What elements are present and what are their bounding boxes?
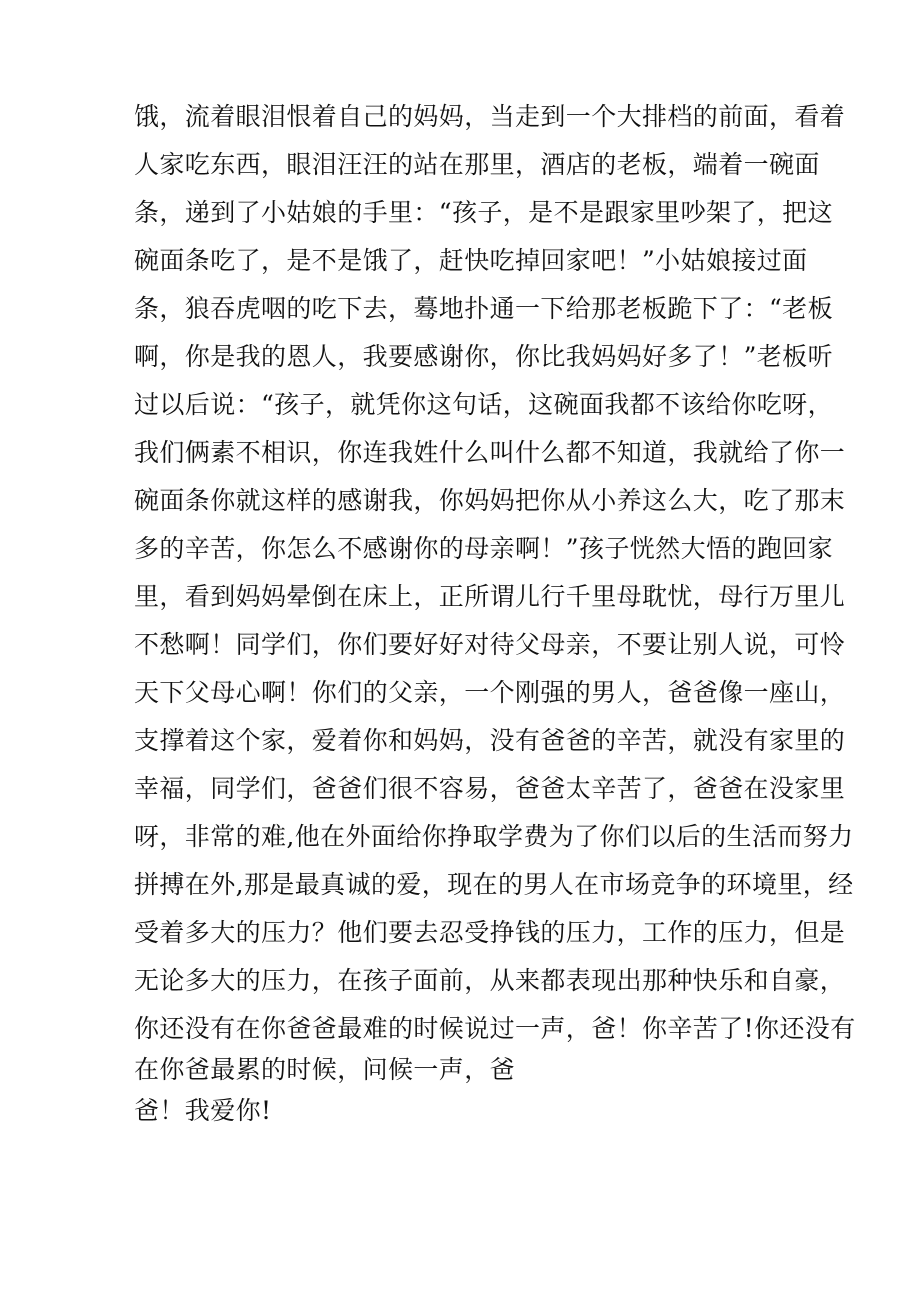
text-line-5: 条，狼吞虎咽的吃下去，蓦地扑通一下给那老板跪下了：“老板 xyxy=(134,294,833,323)
text-line-16: 呀，非常的难,他在外面给你挣取学费为了你们以后的生活而努力 xyxy=(134,822,854,851)
body-text xyxy=(134,93,856,1135)
text-line-8: 我们俩素不相识，你连我姓什么叫什么都不知道，我就给了你一 xyxy=(134,438,846,467)
text-line-4: 碗面条吃了，是不是饿了，赶快吃掉回家吧！”小姑娘接过面 xyxy=(134,246,808,275)
text-line-21: 在你爸最累的时候，问候一声，爸 xyxy=(134,1055,516,1084)
text-line-17: 拼搏在外,那是最真诚的爱，现在的男人在市场竞争的环境里，经 xyxy=(134,870,854,899)
text-line-19: 无论多大的压力，在孩子面前，从来都表现出那种快乐和自豪， xyxy=(134,966,846,995)
text-line-15: 幸福，同学们，爸爸们很不容易，爸爸太辛苦了，爸爸在没家里 xyxy=(134,774,846,803)
text-line-14: 支撑着这个家，爱着你和妈妈，没有爸爸的辛苦，就没有家里的 xyxy=(134,726,846,755)
text-line-10: 多的辛苦，你怎么不感谢你的母亲啊！”孩子恍然大悟的跑回家 xyxy=(134,534,833,563)
text-line-20: 你还没有在你爸爸最难的时候说过一声，爸！你辛苦了!你还没有 xyxy=(134,1014,856,1043)
text-line-12: 不愁啊！同学们，你们要好好对待父母亲，不要让别人说，可怜 xyxy=(134,630,846,659)
text-line-18: 受着多大的压力？他们要去忍受挣钱的压力，工作的压力，但是 xyxy=(134,918,846,947)
text-line-9: 碗面条你就这样的感谢我，你妈妈把你从小养这么大，吃了那末 xyxy=(134,486,846,515)
text-line-1: 饿，流着眼泪恨着自己的妈妈，当走到一个大排档的前面，看着 xyxy=(134,102,846,131)
text-line-13: 天下父母心啊！你们的父亲，一个刚强的男人，爸爸像一座山， xyxy=(134,678,846,707)
text-line-2: 人家吃东西，眼泪汪汪的站在那里，酒店的老板，端着一碗面 xyxy=(134,150,820,179)
text-line-11: 里，看到妈妈晕倒在床上，正所谓儿行千里母耽忧，母行万里儿 xyxy=(134,582,846,611)
text-line-22: 爸！我爱你! xyxy=(134,1096,272,1125)
text-line-3: 条，递到了小姑娘的手里：“孩子，是不是跟家里吵架了，把这 xyxy=(134,198,833,227)
text-line-6: 啊，你是我的恩人，我要感谢你，你比我妈妈好多了！”老板听 xyxy=(134,342,833,371)
text-line-7: 过以后说：“孩子，就凭你这句话，这碗面我都不该给你吃呀， xyxy=(134,390,833,419)
